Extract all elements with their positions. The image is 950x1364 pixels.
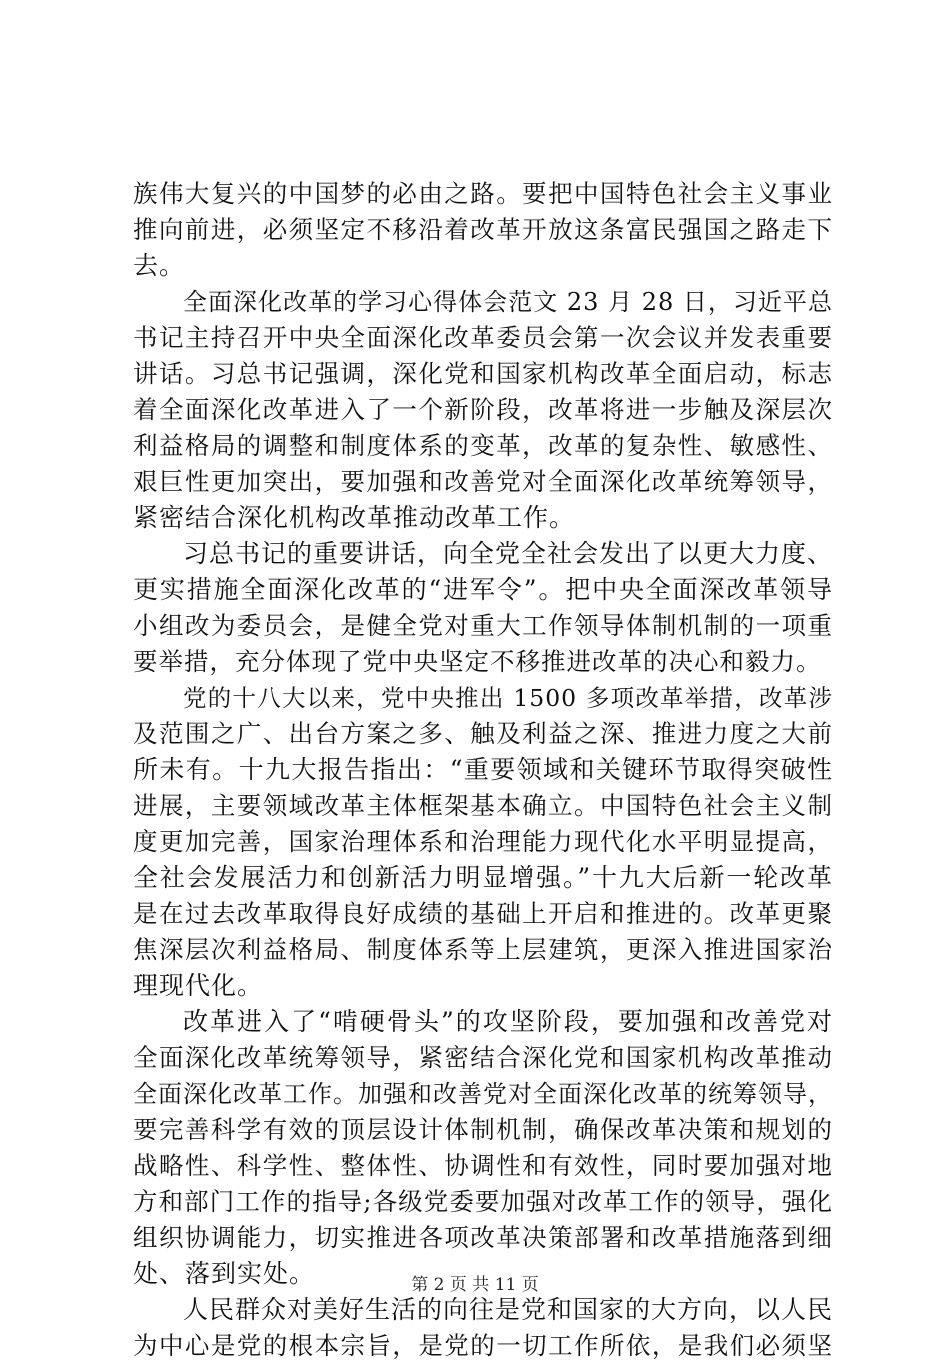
text-line: 推向前进，必须坚定不移沿着改革开放这条富民强国之路走下 [133,215,833,244]
text-line: 讲话。习总书记强调，深化党和国家机构改革全面启动，标志 [133,359,833,388]
text-line: 方和部门工作的指导;各级党委要加强对改革工作的领导，强化 [133,1187,833,1216]
text-line: 战略性、科学性、整体性、协调性和有效性，同时要加强对地 [133,1151,833,1180]
page-number-footer: 第 2 页 共 11 页 [411,1275,539,1295]
text-line: 去。 [133,251,186,280]
text-line: 更实措施全面深化改革的“进军令”。把中央全面深改革领导 [133,575,833,604]
text-line: 焦深层次利益格局、制度体系等上层建筑，更深入推进国家治 [133,935,833,964]
text-line: 全面深化改革统筹领导，紧密结合深化党和国家机构改革推动 [133,1043,833,1072]
text-line: 处、落到实处。 [133,1259,316,1288]
paragraph-start-line: 党的十八大以来，党中央推出 1500 多项改革举措，改革涉 [183,684,833,712]
text-line: 理现代化。 [133,971,264,1000]
paragraph-start-line: 人民群众对美好生活的向往是党和国家的大方向，以人民 [183,1295,834,1324]
text-line: 全面深化改革工作。加强和改善党对全面深化改革的统筹领导， [133,1080,833,1108]
text-line: 为中心是党的根本宗旨，是党的一切工作所依，是我们必须坚 [133,1331,833,1360]
text-line: 要完善科学有效的顶层设计体制机制，确保改革决策和规划的 [133,1115,833,1144]
paragraph-start-line: 习总书记的重要讲话，向全党全社会发出了以更大力度、 [183,539,834,568]
text-line: 利益格局的调整和制度体系的变革，改革的复杂性、敏感性、 [133,431,833,460]
text-line: 是在过去改革取得良好成绩的基础上开启和推进的。改革更聚 [133,899,833,928]
text-line: 族伟大复兴的中国梦的必由之路。要把中国特色社会主义事业 [133,179,833,208]
text-line: 组织协调能力，切实推进各项改革决策部署和改革措施落到细 [133,1223,833,1252]
document-body [133,176,833,1364]
paragraph-start-line: 全面深化改革的学习心得体会范文 23 月 28 日，习近平总 [183,288,833,316]
paragraph-start-line: 改革进入了“啃硬骨头”的攻坚阶段，要加强和改善党对 [183,1007,833,1036]
text-line: 全社会发展活力和创新活力明显增强。”十九大后新一轮改革 [133,863,833,892]
text-line: 紧密结合深化机构改革推动改革工作。 [133,503,576,532]
text-line: 度更加完善，国家治理体系和治理能力现代化水平明显提高， [133,827,833,856]
text-line: 书记主持召开中央全面深化改革委员会第一次会议并发表重要 [133,323,833,352]
text-line: 着全面深化改革进入了一个新阶段，改革将进一步触及深层次 [133,395,833,424]
text-line: 要举措，充分体现了党中央坚定不移推进改革的决心和毅力。 [133,647,822,676]
text-line: 及范围之广、出台方案之多、触及利益之深、推进力度之大前 [133,719,833,748]
text-line: 进展，主要领域改革主体框架基本确立。中国特色社会主义制 [133,791,833,820]
text-line: 小组改为委员会，是健全党对重大工作领导体制机制的一项重 [133,611,833,640]
text-line: 所未有。十九大报告指出：“重要领域和关键环节取得突破性 [133,755,833,784]
text-line: 艰巨性更加突出，要加强和改善党对全面深化改革统筹领导， [133,467,833,496]
